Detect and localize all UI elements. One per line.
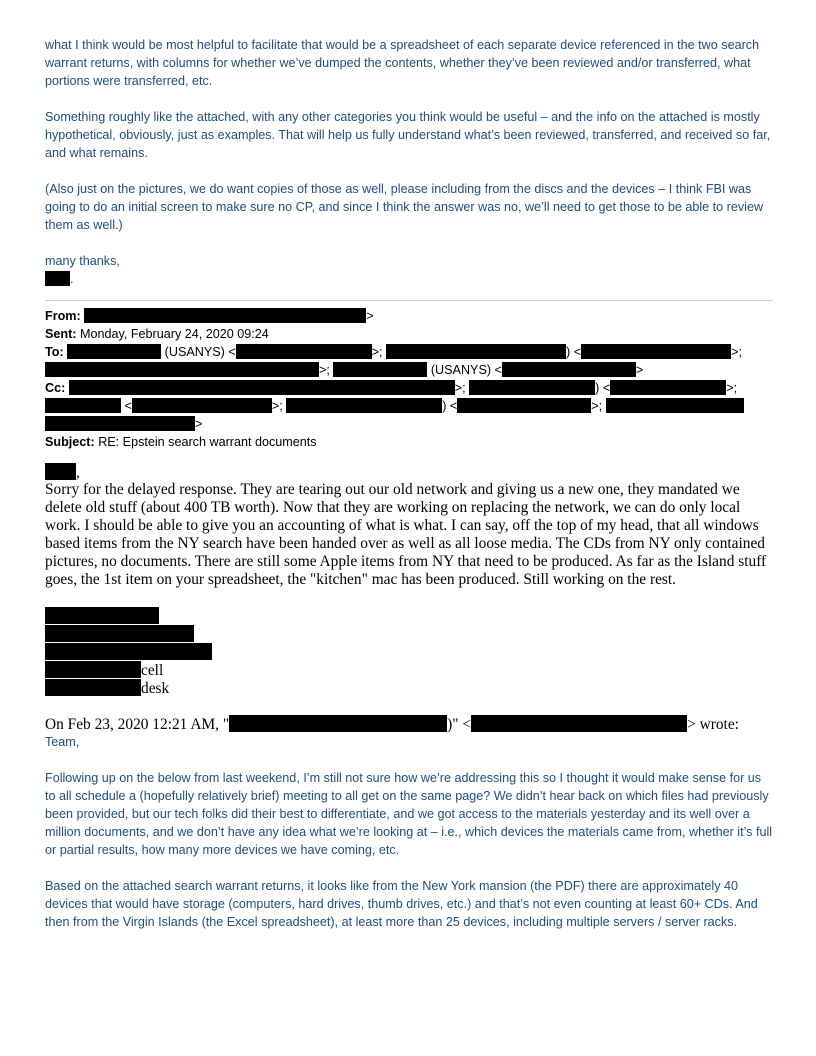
- signature-line: [45, 643, 773, 661]
- top-email-body: [45, 36, 773, 288]
- redaction-block: [45, 362, 319, 377]
- to-separator: >: [635, 363, 644, 377]
- to-separator: >;: [731, 345, 742, 359]
- cc-separator: >: [195, 417, 203, 431]
- quoted-paragraph-2: Based on the attached search warrant returns, it looks like from the New York mansion (the PDF) there are approximately 40 devices that would have storage (computers, hard drives, thumb drives, etc.) and that’s not even counting at least 60+ CDs. And then from the Virgin Islands (the Excel spreadsheet), at least more than 25 devices, including multiple servers / server racks.: [45, 879, 758, 929]
- signature-line: [45, 661, 773, 679]
- quoted-paragraph-1: Following up on the below from last weekend, I’m still not sure how we’re addressing this so I thought it would make sense for us to all schedule a (hopefully relatively brief) meeting to all get on the same page? We didn’t hear back on which files had previously been provided, but our tech folks did their best to differentiate, and we got access to the materials yesterday and its well over a million documents, and we don’t have any idea what we’re looking at – i.e., which devices the materials came from, whether it’s full or partial results, how many more devices we have coming, etc.: [45, 771, 773, 857]
- quoted-intro-text: On Feb 23, 2020 12:21 AM, ": [45, 716, 230, 733]
- redaction-block: [45, 607, 159, 624]
- redaction-block: [469, 380, 595, 395]
- redaction-block: [45, 643, 212, 660]
- redaction-block: [286, 398, 442, 413]
- redaction-block: [45, 625, 194, 642]
- cc-label: Cc:: [45, 381, 66, 395]
- reply-greeting: [45, 463, 773, 481]
- to-line: [45, 343, 773, 361]
- quoted-email-body: [45, 733, 773, 931]
- cc-separator: >;: [726, 381, 738, 395]
- email-page: [45, 36, 773, 949]
- redaction-block: [45, 661, 141, 678]
- quoted-intro-text: > wrote:: [687, 716, 739, 733]
- redaction-block: [132, 398, 272, 413]
- sent-line: [45, 325, 773, 343]
- to-separator: ) <: [566, 345, 582, 359]
- signature-desk-label: desk: [141, 680, 170, 697]
- from-label: From:: [45, 309, 81, 323]
- redaction-block: [471, 715, 687, 732]
- sent-label: Sent:: [45, 327, 77, 341]
- top-paragraph-1: what I think would be most helpful to facilitate that would be a spreadsheet of each separate device referenced in the two search warrant returns, with columns for whether we’ve dumped the contents, whether they’ve been reviewed and/or transferred, what portions were transferred, etc.: [45, 38, 760, 88]
- cc-separator: <: [124, 399, 132, 413]
- to-text: (USANYS) <: [164, 345, 236, 359]
- top-paragraph-3: (Also just on the pictures, we do want copies of those as well, please including from the discs and the devices – I think FBI was going to do an initial screen to make sure no CP, and since I think the answer was no, we’ll need to get those to be able to review them as well.): [45, 182, 764, 232]
- quoted-intro-text: )" <: [447, 716, 472, 733]
- cc-separator: >;: [454, 381, 466, 395]
- redaction-block: [581, 344, 731, 359]
- redaction-block: [45, 398, 121, 413]
- signoff: [45, 270, 773, 288]
- from-line: [45, 307, 773, 325]
- cc-line-2: [45, 397, 773, 415]
- cc-line-3: [45, 415, 773, 433]
- subject-value: RE: Epstein search warrant documents: [98, 435, 317, 449]
- signature-line: [45, 607, 773, 625]
- to-label: To:: [45, 345, 64, 359]
- redaction-block: [84, 308, 366, 323]
- signature-line: [45, 625, 773, 643]
- redaction-block: [45, 416, 195, 431]
- cc-separator: ) <: [442, 399, 458, 413]
- reply-paragraph: Sorry for the delayed response. They are tearing out our old network and giving us a new one, they mandated we delete old stuff (about 400 TB worth). Now that they are working on replacing the network, we can do only local work. I should be able to give you an accounting of what is what. I can say, off the top of my head, that all windows based items from the NY search have been handed over as well as all loose media. The CDs from NY only contained pictures, no documents. There are still some Apple items from NY that need to be produced. As far as the Island stuff goes, the 1st item on your spreadsheet, the "kitchen" mac has been produced. Still working on the rest.: [45, 481, 767, 588]
- redaction-block: [333, 362, 427, 377]
- redaction-block: [502, 362, 636, 377]
- redaction-block: [236, 344, 372, 359]
- quoted-greeting: Team,: [45, 735, 80, 749]
- signature-line: [45, 679, 773, 697]
- redaction-block: [45, 463, 76, 480]
- to-separator: >;: [371, 345, 383, 359]
- redaction-block: [457, 398, 591, 413]
- to-line-2: [45, 361, 773, 379]
- signature-cell-label: cell: [141, 662, 164, 679]
- sent-value: Monday, February 24, 2020 09:24: [79, 327, 269, 341]
- signature-block: [45, 607, 773, 697]
- subject-label: Subject:: [45, 435, 95, 449]
- cc-separator: >;: [591, 399, 603, 413]
- message-header: [45, 307, 773, 451]
- redaction-block: [67, 344, 161, 359]
- from-close: >: [366, 309, 374, 323]
- top-paragraph-2: Something roughly like the attached, with any other categories you think would be useful – and the info on the attached is mostly hypothetical, obviously, just as examples. That will help us fully understand what’s been reviewed, transferred, and received so far, and what remains.: [45, 110, 771, 160]
- redaction-block: [606, 398, 744, 413]
- to-separator: >;: [319, 363, 330, 377]
- signoff-dot: .: [70, 272, 74, 286]
- reply-body: [45, 463, 773, 733]
- closing-line: many thanks,: [45, 254, 120, 268]
- redaction-block: [69, 380, 455, 395]
- redaction-block: [610, 380, 726, 395]
- redaction-block: [386, 344, 566, 359]
- header-divider: [45, 300, 773, 301]
- redaction-block: [229, 715, 447, 732]
- greeting-comma: ,: [76, 464, 80, 481]
- subject-line: [45, 433, 773, 451]
- to-text: (USANYS) <: [430, 363, 502, 377]
- quoted-intro: [45, 715, 773, 733]
- cc-separator: >;: [271, 399, 283, 413]
- redaction-block: [45, 271, 70, 286]
- cc-separator: ) <: [595, 381, 611, 395]
- redaction-block: [45, 679, 141, 696]
- cc-line: [45, 379, 773, 397]
